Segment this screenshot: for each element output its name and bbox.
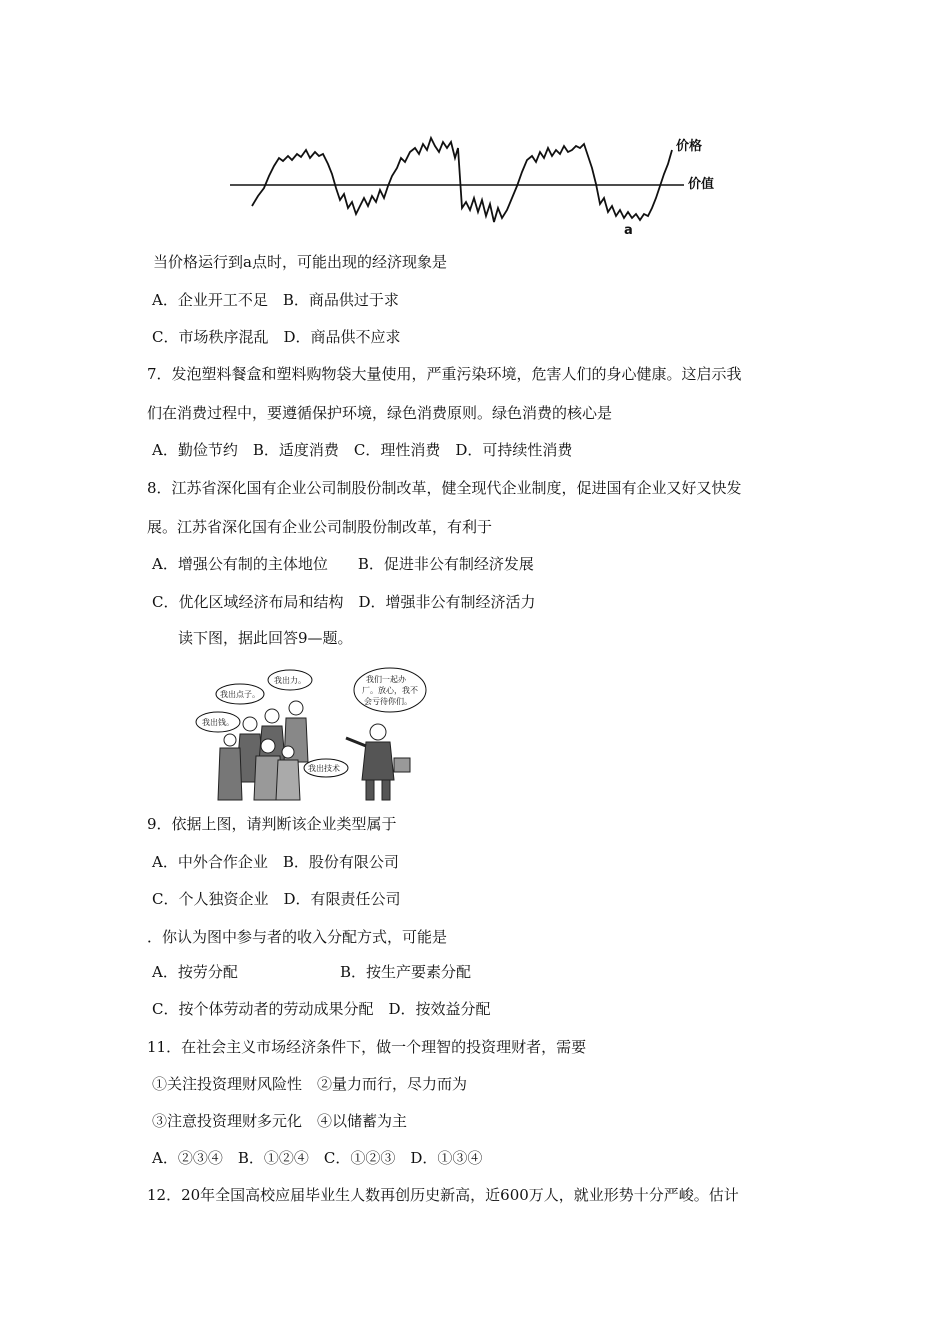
q11-items-1: ①关注投资理财风险性 ②量力而行，尽力而为: [152, 1075, 468, 1093]
business-partners-cartoon: [190, 662, 450, 804]
bubble-boss-text-3: 会亏待你们。: [364, 697, 412, 706]
q8-stem-2: 展。江苏省深化国有企业公司制股份制改革，有利于: [147, 518, 493, 536]
bubble-idea-text: 我出点子。: [220, 690, 260, 699]
q11-options: A．②③④ B．①②④ C．①②③ D．①③④: [152, 1149, 483, 1167]
price-curve: [252, 138, 672, 222]
q9-options-1: A．中外合作企业 B．股份有限公司: [152, 853, 399, 871]
q8-options-2: C．优化区域经济布局和结构 D．增强非公有制经济活力: [152, 593, 536, 611]
q6-options-1: A．企业开工不足 B．商品供过于求: [152, 291, 399, 309]
q6-options-2: C．市场秩序混乱 D．商品供不应求: [152, 328, 401, 346]
q10-stem: ．你认为图中参与者的收入分配方式，可能是: [147, 928, 448, 946]
q9-stem: 9．依据上图，请判断该企业类型属于: [147, 815, 397, 833]
bubble-money-text: 我出钱。: [202, 718, 234, 727]
bubble-boss-text-2: 厂。放心，我不: [362, 686, 418, 695]
q10-option-a: A．按劳分配: [152, 963, 238, 981]
q7-stem-2: 们在消费过程中，要遵循保护环境，绿色消费原则。绿色消费的核心是: [147, 404, 613, 422]
bubble-labor-text: 我出力。: [274, 676, 306, 685]
price-value-graph: [222, 128, 722, 238]
price-label: 价格: [676, 139, 703, 154]
bubble-tech-text: 我出技术: [308, 764, 340, 773]
q7-options: A．勤俭节约 B．适度消费 C．理性消费 D．可持续性消费: [152, 441, 573, 459]
q10-option-b: B．按生产要素分配: [340, 963, 472, 981]
q8-options-1: A．增强公有制的主体地位 B．促进非公有制经济发展: [152, 555, 534, 573]
q9-options-2: C．个人独资企业 D．有限责任公司: [152, 890, 401, 908]
q10-options-2: C．按个体劳动者的劳动成果分配 D．按效益分配: [152, 1000, 491, 1018]
q11-stem: 11．在社会主义市场经济条件下，做一个理智的投资理财者，需要: [147, 1038, 587, 1056]
point-a-label: a: [624, 223, 633, 238]
bubble-boss-text-1: 我们一起办: [366, 675, 406, 684]
q12-stem: 12．20年全国高校应届毕业生人数再创历史新高，近600万人，就业形势十分严峻。估计: [147, 1186, 739, 1204]
q8-stem-1: 8．江苏省深化国有企业公司制股份制改革，健全现代企业制度，促进国有企业又好又快发: [147, 479, 742, 497]
intro-line: 读下图，据此回答9—题。: [178, 629, 353, 647]
q7-stem-1: 7．发泡塑料餐盒和塑料购物袋大量使用，严重污染环境，危害人们的身心健康。这启示我: [147, 365, 742, 383]
value-label: 价值: [688, 177, 715, 192]
q11-items-2: ③注意投资理财多元化 ④以储蓄为主: [152, 1112, 408, 1130]
q6-stem: 当价格运行到a点时，可能出现的经济现象是: [153, 253, 447, 271]
